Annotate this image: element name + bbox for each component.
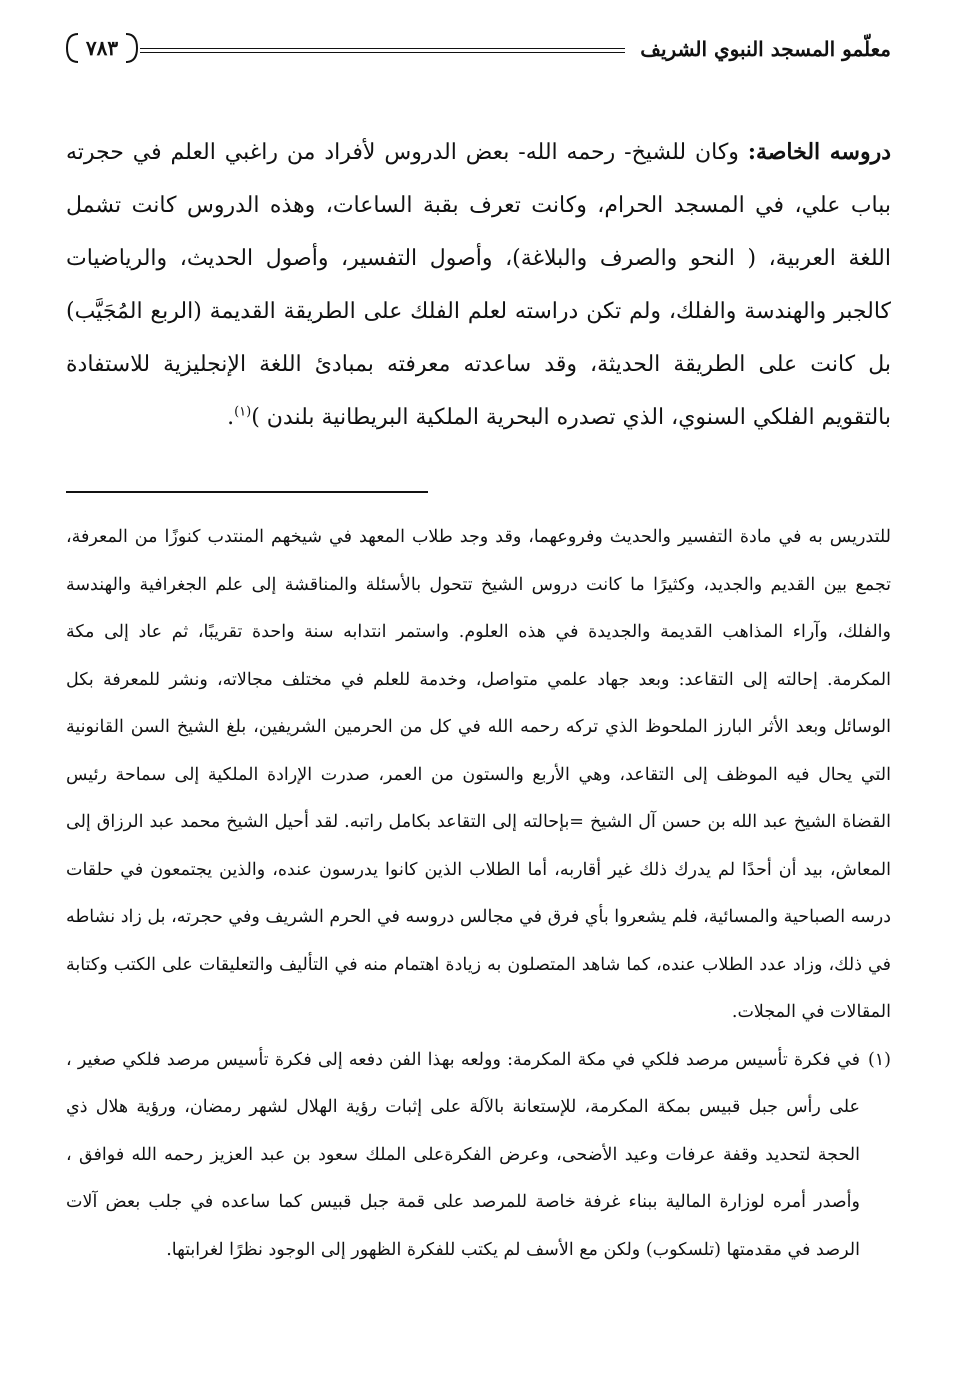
footnote-reference[interactable]: (١) bbox=[234, 404, 252, 420]
paragraph-end: . bbox=[227, 405, 235, 430]
paragraph-text: وكان للشيخ- رحمه الله- بعض الدروس لأفراد من راغبي العلم في حجرته بباب علي، في المسجد الحرام، وكانت تعرف بقبة الساعات، وهذه الدروس كانت تشمل اللغة العربية، ( النحو والصرف والبلاغة)، وأصول التفسير، وأصول الحديث، والرياضيات كالجبر والهندسة والفلك، ولم تكن دراسته لعلم الفلك على الطريقة القديمة (الربع المُجَيَّب) بل كانت على الطريقة الحديثة، وقد ساعدته معرفته بمبادئ اللغة الإنجليزية للاستفادة بالتقويم الفلكي السنوي، الذي تصدره البحرية الملكية البريطانية بلندن ) bbox=[66, 140, 891, 430]
header-double-rule bbox=[140, 48, 625, 53]
footnote-1-number: (١) bbox=[867, 1049, 891, 1070]
footnotes bbox=[66, 514, 891, 1274]
footnote-continuation: للتدريس به في مادة التفسير والحديث وفروعهما، وقد وجد طلاب المعهد في شيخهم المنتدب كنوزًا من المعرفة، تجمع بين القديم والجديد، وكثيرًا ما كانت دروس الشيخ تتحول بالأسئلة والمناقشة إلى علم الجغرافية والهندسة والفلك، وآراء المذاهب القديمة والجديدة في هذه العلوم. واستمر انتدابه سنة واحدة تقريبًا، ثم عاد إلى مكة المكرمة. إحالته إلى التقاعد: وبعد جهاد علمي متواصل، وخدمة للعلم في مختلف مجالاته، ونشر للمعرفة بكل الوسائل وبعد الأثر البارز الملحوظ الذي تركه رحمه الله في كل من الحرمين الشريفين، بلغ الشيخ السن القانونية التي يحال فيه الموظف إلى التقاعد، وهي الأربع والستون من العمر، صدرت الإرادة الملكية إلى سماحة رئيس القضاة الشيخ عبد الله بن حسن آل الشيخ =بإحالته إلى التقاعد بكامل راتبه. لقد أحيل الشيخ محمد عبد الرزاق إلى المعاش، بيد أن أحدًا لم يدرك ذلك غير أقاربه، أما الطلاب الذين كانوا يدرسون عنده، والذين يجتمعون في حلقات درسه الصباحية والمسائية، فلم يشعروا بأي فرق في مجالس دروسه في الحرم الشريف وفي حجرته، بل زاد نشاطه في ذلك، وزاد عدد الطلاب عنده، كما شاهد المتصلون به زيادة اهتمام منه في التأليف والتعليقات على الكتب وكتابة المقالات في المجلات. bbox=[66, 527, 891, 1022]
footnote-separator bbox=[66, 491, 428, 493]
running-header-title: معلّمو المسجد النبوي الشريف bbox=[640, 37, 891, 61]
footnote-1 bbox=[66, 1037, 891, 1275]
section-heading: دروسه الخاصة: bbox=[747, 139, 891, 165]
page-number: ٧٨٣ bbox=[85, 36, 119, 60]
page-number-frame bbox=[64, 31, 140, 65]
main-paragraph bbox=[66, 126, 891, 444]
footnote-1-text: في فكرة تأسيس مرصد فلكي في مكة المكرمة: وولعه بهذا الفن دفعه إلى فكرة تأسيس مرصد فلكي صغير ، على رأس جبل قبيس بمكة المكرمة، للإستعانة بالآلة على إثبات رؤية الهلال لشهر رمضان، ورؤية هلال ذي الحجة لتحديد وقفة عرفات وعيد الأضحى، وعرض الفكرةعلى الملك سعود بن عبد العزيز رحمه الله فوافق ، وأصدر أمره لوزارة المالية ببناء غرفة خاصة للمرصد على قمة جبل قبيس كما ساعده في جلب بعض آلات الرصد في مقدمتها (تلسكوب) ولكن مع الأسف لم يكتب للفكرة الظهور إلى الوجود نظرًا لغرابتها. bbox=[66, 1049, 860, 1260]
